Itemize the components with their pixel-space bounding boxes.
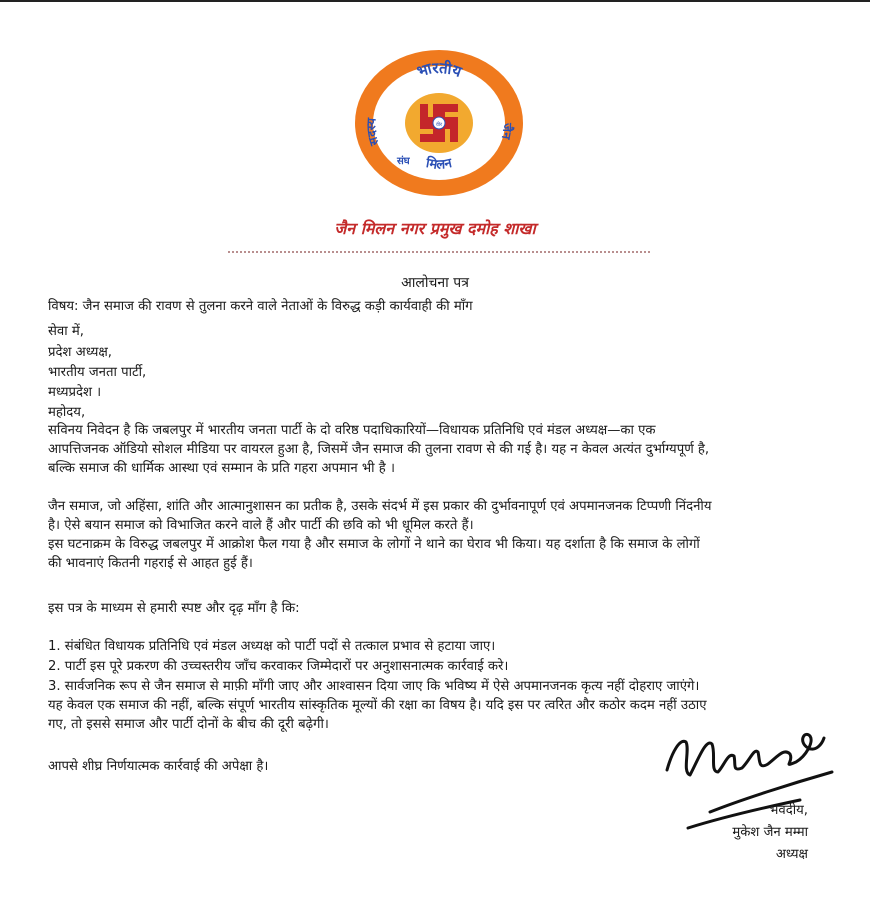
- letter-title: आलोचना पत्र: [401, 275, 469, 291]
- logo-top-text: भारतीय: [414, 58, 464, 81]
- jain-milan-logo: [353, 48, 525, 198]
- paragraph-line: सविनय निवेदन है कि जबलपुर में भारतीय जनता पार्टी के दो वरिष्ठ पदाधिकारियों—विधायक प्रतिनिधि एवं मंडल अध्यक्ष—का एक: [48, 423, 656, 438]
- demand-item: 1. संबंधित विधायक प्रतिनिधि एवं मंडल अध्यक्ष को पार्टी पदों से तत्काल प्रभाव से हटाया जाए।: [48, 639, 496, 654]
- address-line: सेवा में,: [48, 324, 84, 339]
- signatory-designation: अध्यक्ष: [775, 847, 808, 862]
- demand-intro: इस पत्र के माध्यम से हमारी स्पष्ट और दृढ़ माँग है कि:: [48, 601, 300, 616]
- valediction: भवदीय,: [769, 803, 808, 818]
- paragraph-line: बल्कि समाज की धार्मिक आस्था एवं सम्मान के प्रति गहरा अपमान भी है ।: [48, 461, 395, 476]
- salutation: महोदय,: [48, 405, 86, 420]
- paragraph-line: गए, तो इससे समाज और पार्टी दोनों के बीच की दूरी बढ़ेगी।: [48, 717, 329, 732]
- demand-item: 2. पार्टी इस पूरे प्रकरण की उच्चस्तरीय जाँच करवाकर जिम्मेदारों पर अनुशासनात्मक कार्रवाई करे।: [48, 659, 509, 674]
- address-line: मध्यप्रदेश ।: [48, 385, 102, 400]
- paragraph-line: की भावनाएं कितनी गहराई से आहत हुई हैं।: [48, 556, 253, 571]
- signatory-name: मुकेश जैन मम्मा: [732, 825, 808, 840]
- demand-item: 3. सार्वजनिक रूप से जैन समाज से माफ़ी माँगी जाए और आश्वासन दिया जाए कि भविष्य में ऐसे अपमानजनक कृत्य नहीं दोहराए जाएंगे।: [48, 679, 700, 694]
- paragraph-line: इस घटनाक्रम के विरुद्ध जबलपुर में आक्रोश फैल गया है और समाज के लोगों ने थाने का घेराव भी किया। यह दर्शाता है कि समाज के लोगों: [48, 537, 700, 552]
- signature-block: [732, 800, 808, 866]
- logo-left-text: सदस्य: [364, 117, 382, 148]
- branch-name: जैन मिलन नगर प्रमुख दमोह शाखा: [334, 219, 536, 238]
- logo-left-lower-text: संघ: [397, 156, 410, 167]
- header-divider: [228, 251, 650, 253]
- logo-right-text: जैन: [498, 122, 515, 141]
- address-line: भारतीय जनता पार्टी,: [48, 365, 147, 380]
- logo-center-text: वीर: [435, 122, 443, 128]
- address-line: प्रदेश अध्यक्ष,: [48, 345, 112, 360]
- paragraph-line: है। ऐसे बयान समाज को विभाजित करने वाले हैं और पार्टी की छवि को भी धूमिल करते हैं।: [48, 518, 474, 533]
- top-border: [0, 0, 870, 2]
- paragraph-line: आपत्तिजनक ऑडियो सोशल मीडिया पर वायरल हुआ है, जिसमें जैन समाज की तुलना रावण से की गई है। यह न केवल अत्यंत दुर्भाग्यपूर्ण है,: [48, 442, 710, 457]
- closing-line: आपसे शीघ्र निर्णयात्मक कार्रवाई की अपेक्षा है।: [48, 759, 269, 774]
- letter-subject: विषय: जैन समाज की रावण से तुलना करने वाले नेताओं के विरुद्ध कड़ी कार्यवाही की माँग: [48, 299, 473, 314]
- paragraph-line: यह केवल एक समाज की नहीं, बल्कि संपूर्ण भारतीय सांस्कृतिक मूल्यों की रक्षा का विषय है। यदि इस पर त्वरित और कठोर कदम नहीं उठाए: [48, 698, 707, 713]
- paragraph-line: जैन समाज, जो अहिंसा, शांति और आत्मानुशासन का प्रतीक है, उसके संदर्भ में इस प्रकार की दुर्भावनापूर्ण एवं अपमानजनक टिप्पणी निंदनीय: [48, 499, 712, 514]
- logo-bottom-text: मिलन: [424, 155, 454, 173]
